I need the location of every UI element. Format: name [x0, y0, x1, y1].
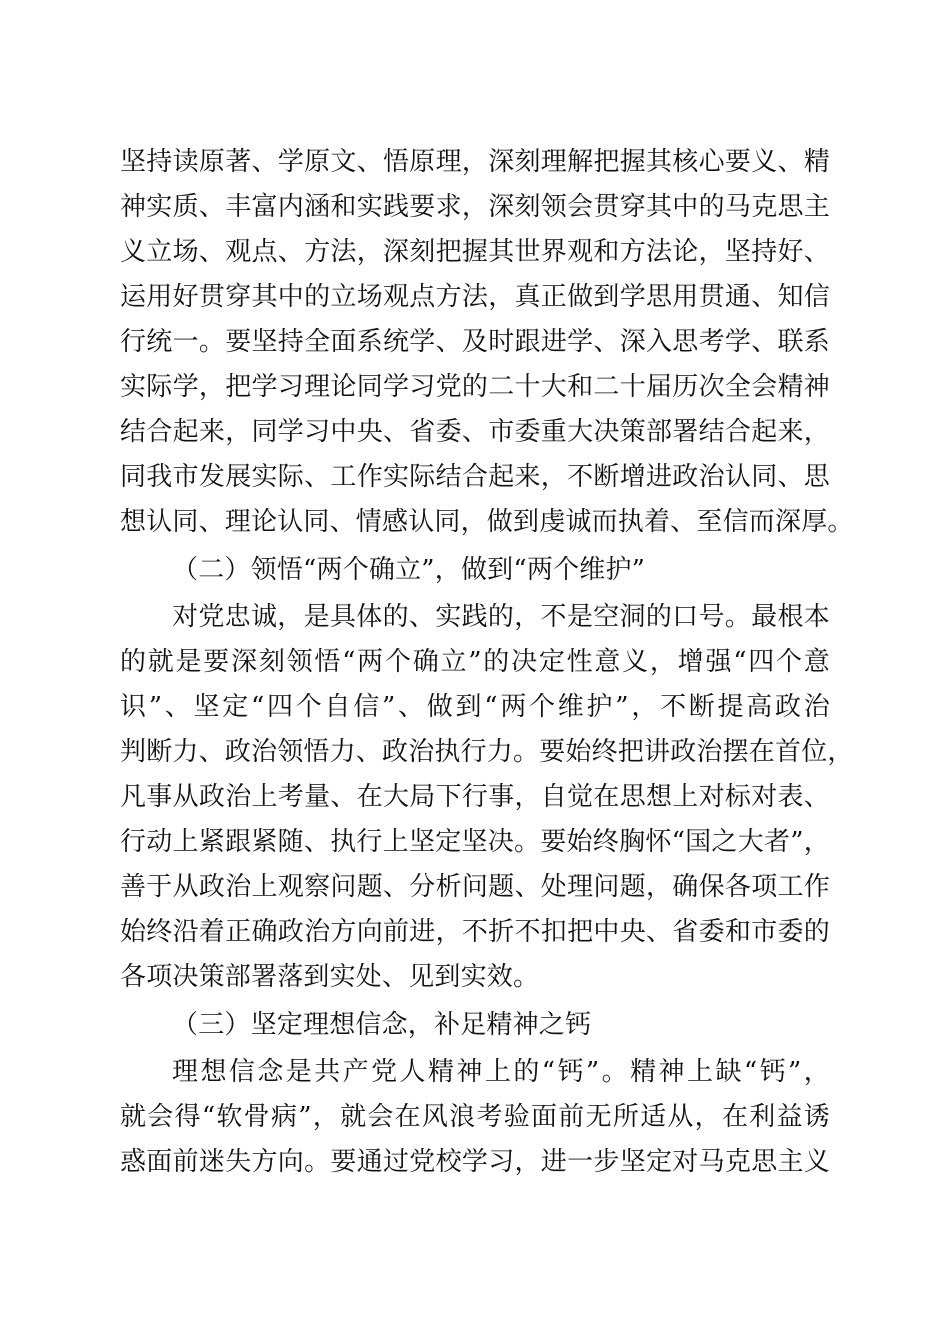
- paragraph-line: 实际学，把学习理论同学习党的二十大和二十届历次全会精神: [120, 372, 830, 402]
- paragraph-line: 对党忠诚，是具体的、实践的，不是空洞的口号。最根本: [172, 602, 830, 632]
- paragraph-2: [120, 595, 854, 1000]
- paragraph-line: 理想信念是共产党人精神上的“钙”。精神上缺“钙”，: [172, 1057, 830, 1087]
- paragraph-line: 善于从政治上观察问题、分析问题、处理问题，确保各项工作: [120, 872, 830, 902]
- paragraph-line: 想认同、理论认同、情感认同，做到虔诚而执着、至信而深厚。: [120, 507, 854, 537]
- paragraph-line: 行统一。要坚持全面系统学、及时跟进学、深入思考学、联系: [120, 327, 830, 357]
- section-heading-3: （三）坚定理想信念，补足精神之钙: [172, 1010, 592, 1040]
- paragraph-line: 神实质、丰富内涵和实践要求，深刻领会贯穿其中的马克思主: [120, 192, 830, 222]
- paragraph-line: 惑面前迷失方向。要通过党校学习，进一步坚定对马克思主义: [120, 1147, 830, 1177]
- paragraph-line: 各项决策部署落到实处、见到实效。: [120, 962, 540, 992]
- section-heading-2: （二）领悟“两个确立”，做到“两个维护”: [172, 555, 646, 585]
- paragraph-3: [120, 1050, 830, 1185]
- paragraph-line: 行动上紧跟紧随、执行上坚定坚决。要始终胸怀“国之大者”，: [120, 827, 830, 857]
- paragraph-line: 识”、坚定“四个自信”、做到“两个维护”，不断提高政治: [120, 692, 830, 722]
- paragraph-line: 凡事从政治上考量、在大局下行事，自觉在思想上对标对表、: [120, 782, 830, 812]
- paragraph-line: 就会得“软骨病”，就会在风浪考验面前无所适从，在利益诱: [120, 1102, 830, 1132]
- paragraph-line: 结合起来，同学习中央、省委、市委重大决策部署结合起来，: [120, 417, 830, 447]
- paragraph-line: 义立场、观点、方法，深刻把握其世界观和方法论，坚持好、: [120, 237, 830, 267]
- paragraph-line: 同我市发展实际、工作实际结合起来，不断增进政治认同、思: [120, 462, 830, 492]
- paragraph-line: 坚持读原著、学原文、悟原理，深刻理解把握其核心要义、精: [120, 147, 830, 177]
- paragraph-1: [120, 140, 854, 545]
- paragraph-line: 判断力、政治领悟力、政治执行力。要始终把讲政治摆在首位，: [120, 737, 854, 767]
- document-body: [120, 140, 854, 1185]
- paragraph-line: 运用好贯穿其中的立场观点方法，真正做到学思用贯通、知信: [120, 282, 830, 312]
- paragraph-line: 的就是要深刻领悟“两个确立”的决定性意义，增强“四个意: [120, 647, 830, 677]
- paragraph-line: 始终沿着正确政治方向前进，不折不扣把中央、省委和市委的: [120, 917, 830, 947]
